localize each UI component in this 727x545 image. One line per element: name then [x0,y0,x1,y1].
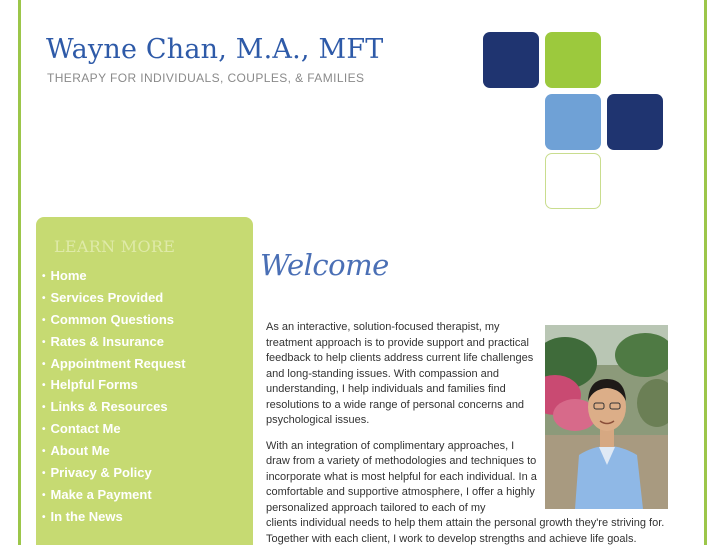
decor-square-light-blue [545,94,601,150]
bullet-icon: • [42,402,46,414]
nav-in-the-news[interactable] [42,506,186,528]
nav-about-me[interactable] [42,440,186,462]
nav-label: In the News [50,508,123,524]
sidebar [36,217,253,545]
nav-label: Make a Payment [50,486,152,502]
nav-label: Privacy & Policy [50,465,152,481]
sidebar-heading: LEARN MORE [54,237,176,256]
nav-rates-insurance[interactable] [42,331,186,353]
bullet-icon: • [42,468,46,480]
bullet-icon: • [42,271,46,282]
welcome-heading: Welcome [260,248,389,282]
nav-home[interactable] [42,265,186,287]
nav-contact-me[interactable] [42,418,186,440]
approach-paragraph-wrapped: With an integration of complimentary approaches, I draw from a variety of methodologies and techniques to incorporate what is most helpful for each individual. In a comfortable and supportive atmosphere, I offer a highly personalized approach tailored to each of my [266,439,537,514]
decor-square-navy [483,32,539,88]
nav-label: Links & Resources [50,399,168,415]
bullet-icon: • [42,336,46,348]
nav-appointment-request[interactable] [42,353,186,375]
bullet-icon: • [42,446,46,458]
nav-services-provided[interactable] [42,287,186,309]
site-title[interactable]: Wayne Chan, M.A., MFT [46,34,384,65]
approach-paragraph [266,439,676,545]
bullet-icon: • [42,511,46,523]
decor-square-green [545,32,601,88]
nav-make-a-payment[interactable] [42,484,186,506]
nav-common-questions[interactable] [42,309,186,331]
nav-links-resources[interactable] [42,396,186,418]
sidebar-nav [42,265,186,528]
nav-label: Services Provided [50,289,164,305]
nav-label: Appointment Request [50,355,186,371]
decor-square-navy-2 [607,94,663,150]
intro-paragraph: As an interactive, solution-focused therapist, my treatment approach is to provide support and practical feedback to help clients address current life challenges and long-standing issues. With compassion and understanding, I help individuals and families find resolutions to a wide range of personal concerns and psychological issues. [266,321,534,426]
nav-label: Common Questions [50,311,175,327]
main-content [266,320,676,545]
nav-label: Helpful Forms [50,377,138,393]
decor-square-outline [545,153,601,209]
nav-label: About Me [50,443,110,459]
nav-label: Contact Me [50,421,121,437]
site-tagline: THERAPY FOR INDIVIDUALS, COUPLES, & FAMILIES [47,71,365,85]
bullet-icon: • [42,424,46,436]
bullet-icon: • [42,358,46,370]
nav-helpful-forms[interactable] [42,374,186,396]
bullet-icon: • [42,314,46,326]
bullet-icon: • [42,380,46,392]
bullet-icon: • [42,292,46,304]
approach-paragraph-full: clients individual needs to help them attain the personal growth they're striving for. Together with each client, I work to develop strengths and achieve life goals. [266,517,665,545]
nav-label: Home [50,268,87,283]
nav-label: Rates & Insurance [50,333,164,349]
nav-privacy-policy[interactable] [42,462,186,484]
bullet-icon: • [42,489,46,501]
